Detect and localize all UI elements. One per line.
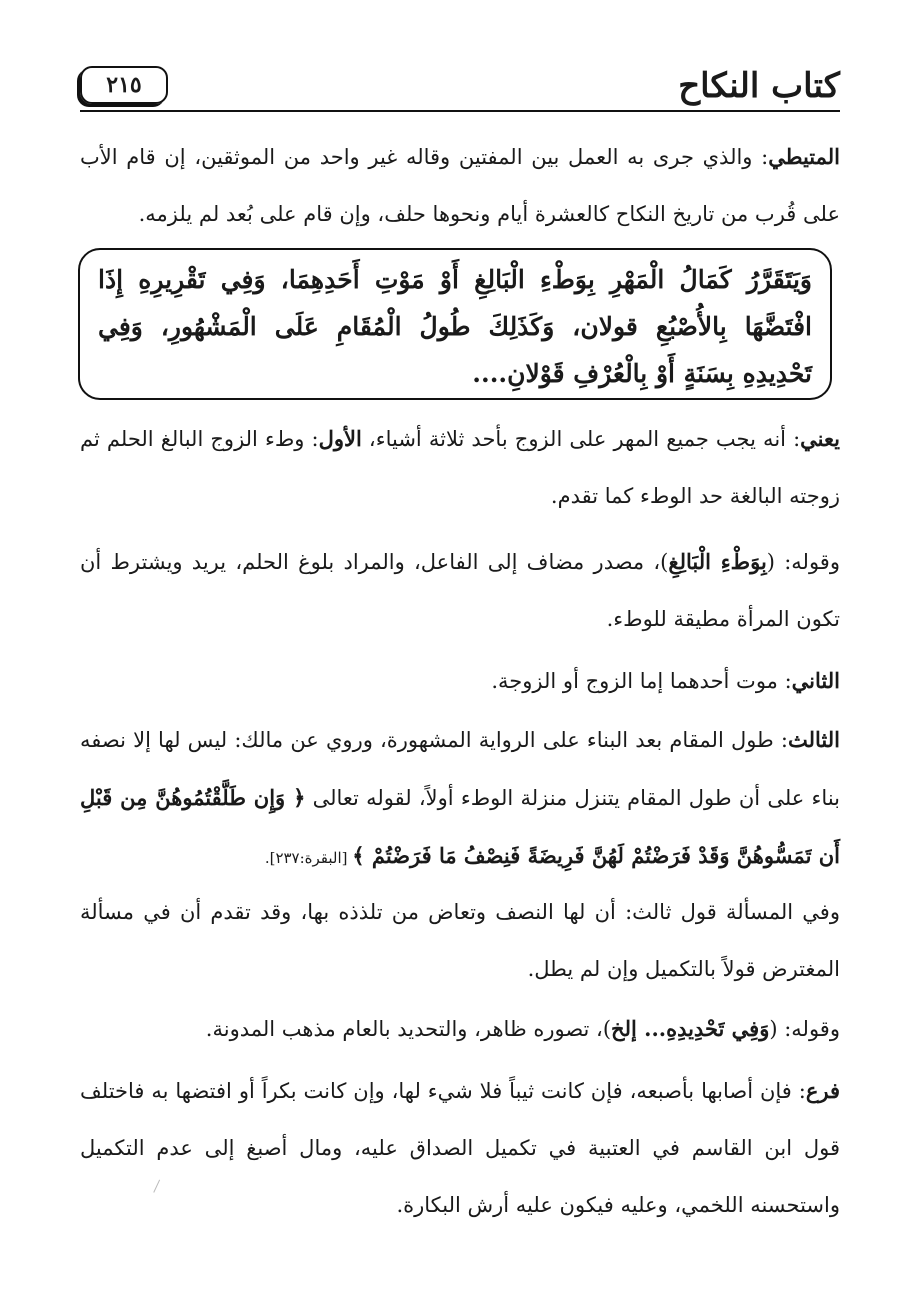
paragraph-text: وقوله: ( bbox=[766, 550, 840, 574]
paragraph-text: وفي المسألة قول ثالث: أن لها النصف وتعاض من تلذذه بها، وقد تقدم أن في مسألة المغترض قولاً بالتكميل وإن لم يطل. bbox=[80, 900, 840, 981]
paragraph-text: : طول المقام بعد البناء على الرواية المشهورة، وروي عن مالك: ليس لها إلا نصفه بناء على أن طول المقام يتنزل منزلة الوطء أولاً، لقوله تعالى bbox=[80, 728, 841, 810]
matn-text: وَيَتَقَرَّرُ كَمَالُ الْمَهْرِ بِوَطْءِ الْبَالِغِ أَوْ مَوْتِ أَحَدِهِمَا، وَفِي تَقْرِيرِهِ إِذَا افْتَضَّهَا بِالأُصْبُعِ قولان، وَكَذَلِكَ طُولُ الْمُقَامِ عَلَى الْمَشْهُورِ، وَفِي تَحْدِيدِهِ بِسَنَةٍ أَوْ بِالْعُرْفِ قَوْلانِ.... bbox=[98, 265, 812, 388]
header-divider bbox=[80, 110, 840, 112]
paragraph-text: : موت أحدهما إما الزوج أو الزوجة. bbox=[491, 669, 792, 693]
paragraph-lead: المتيطي bbox=[768, 144, 840, 169]
page-number bbox=[80, 66, 168, 104]
paragraph-tahdid bbox=[80, 1000, 840, 1058]
paragraph-text: : أنه يجب جميع المهر على الزوج بأحد ثلاثة أشياء، bbox=[361, 427, 801, 451]
paragraph-wat-baligh bbox=[80, 533, 840, 648]
paragraph-text: )، تصوره ظاهر، والتحديد بالعام مذهب المدونة. bbox=[205, 1017, 612, 1041]
quoted-matn: بِوَطْءِ الْبَالِغِ bbox=[668, 549, 767, 574]
matn-text-box bbox=[78, 248, 832, 400]
first-label: الأول bbox=[318, 426, 362, 451]
paragraph-third-opinion bbox=[80, 884, 840, 998]
page-number-text: ٢١٥ bbox=[106, 72, 142, 98]
paragraph-text: )، مصدر مضاف إلى الفاعل، والمراد بلوغ الحلم، يريد ويشترط أن تكون المرأة مطيقة للوطء. bbox=[80, 550, 840, 631]
book-title: كتاب النكاح bbox=[678, 66, 840, 106]
page-header bbox=[80, 62, 840, 112]
paragraph-second bbox=[80, 652, 840, 710]
quoted-matn: وَفِي تَحْدِيدِهِ... إلخ bbox=[611, 1016, 770, 1041]
paragraph-third bbox=[80, 711, 840, 887]
paragraph-text: : وطء الزوج البالغ الحلم ثم زوجته البالغة حد الوطء كما تقدم. bbox=[80, 427, 840, 508]
paragraph-far bbox=[80, 1062, 840, 1234]
paragraph-lead: الثاني bbox=[791, 668, 840, 693]
quran-verse: ﴿ وَإِن طَلَّقْتُمُوهُنَّ مِن قَبْلِ أَن تَمَسُّوهُنَّ وَقَدْ فَرَضْتُمْ لَهُنَّ فَرِيضَةً فَنِصْفُ مَا فَرَضْتُمْ ﴾ bbox=[80, 785, 840, 868]
paragraph-text: : والذي جرى به العمل بين المفتين وقاله غير واحد من الموثقين، إن قام الأب على قُرب من تاريخ النكاح كالعشرة أيام ونحوها حلف، وإن قام على بُعد لم يلزمه. bbox=[80, 145, 840, 226]
paragraph-mutaiti bbox=[80, 128, 840, 243]
paragraph-lead: فرع bbox=[805, 1078, 840, 1103]
paragraph-lead: يعني bbox=[800, 426, 840, 451]
paragraph-explanation bbox=[80, 410, 840, 525]
paragraph-text: وقوله: ( bbox=[769, 1017, 840, 1041]
verse-reference: [البقرة:٢٣٧]. bbox=[264, 849, 353, 867]
paragraph-text: : فإن أصابها بأصبعه، فإن كانت ثيباً فلا شيء لها، وإن كانت بكراً أو افتضها به فاختلف قول ابن القاسم في العتبية في تكميل الصداق عليه، ومال أصبغ إلى عدم التكميل واستحسنه اللخمي، وعليه فيكون عليه أرش البكارة. bbox=[80, 1079, 840, 1217]
paragraph-lead: الثالث bbox=[788, 727, 840, 752]
